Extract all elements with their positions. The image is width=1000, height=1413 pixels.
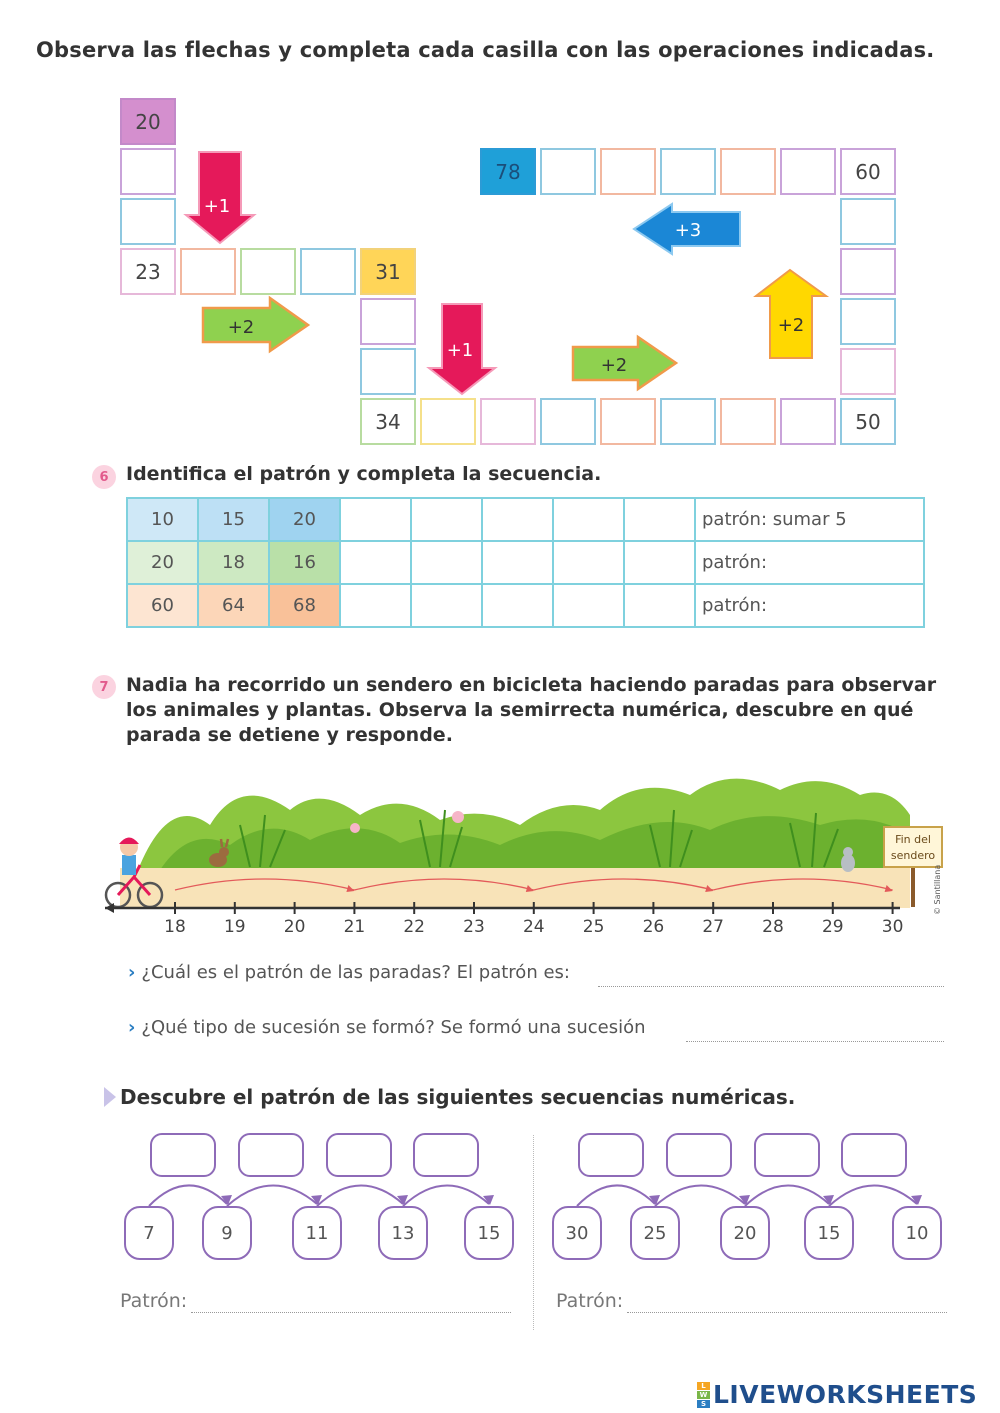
sequence-given-value: 64 [198,584,269,627]
sequence-blank-cell [624,584,695,627]
tick-label: 27 [702,917,724,937]
maze-cell-34: 34 [360,398,416,445]
sequence-answer-input[interactable] [342,587,410,625]
sequence-blank-cell [340,584,411,627]
maze-cell-60: 60 [840,148,896,195]
logo-letter-l: L [697,1382,710,1390]
right-pattern-input[interactable] [627,1288,947,1313]
logo-letter-w: W [697,1391,710,1399]
sequence-number: 20 [720,1206,770,1260]
sequence-given-value: 15 [198,498,269,541]
arrow-down-plus1-b [429,304,495,394]
sequence-arc [149,1185,227,1206]
hop-arrowhead-icon [885,885,893,892]
section6-number: 6 [92,465,116,489]
divider [533,1135,535,1330]
sequence-answer-input[interactable] [626,544,694,582]
arrow-left-plus3 [634,204,740,254]
maze-cell-23: 23 [120,248,176,295]
sequence-blank-cell [340,541,411,584]
tick-label: 29 [821,917,844,937]
sequence-number: 9 [202,1206,252,1260]
flower [350,823,360,833]
sequence-blank-cell [340,498,411,541]
sequence-answer-input[interactable] [626,587,694,625]
left-pattern-input[interactable] [191,1288,511,1313]
sequence-blank-cell [411,541,482,584]
section5-title: Observa las flechas y completa cada casilla con las operaciones indicadas. [36,38,935,62]
arrow-up-plus2 [756,270,826,358]
tick-label: 21 [343,917,366,937]
sequence-answer-input[interactable] [484,501,552,539]
sequence-number: 15 [464,1206,514,1260]
sequence-answer-input[interactable] [555,544,623,582]
sequence-number: 30 [552,1206,602,1260]
logo-letter-s: S [697,1400,710,1408]
sequence-blank-cell [411,584,482,627]
arrow-down-plus1-label: +1 [203,196,231,217]
maze-cell-78: 78 [480,148,536,195]
hop-arrowhead-icon [526,885,534,892]
tick-label: 24 [522,917,545,937]
arrow-right-plus2-a-label: +2 [227,317,255,338]
tick-label: 25 [582,917,605,937]
maze-arrows [0,0,1000,460]
sequence-arrows [0,1170,1000,1215]
logo-icon [697,1382,710,1408]
hop-arrowhead-icon [705,885,713,892]
sequence-table [126,497,925,628]
answer-sequence-type-input[interactable] [686,1017,944,1042]
tick-label: 18 [164,917,186,937]
arrow-right-plus2-a [203,298,308,351]
sequence-answer-input[interactable] [342,501,410,539]
sequence-arc [403,1185,489,1206]
sequence-given-value: 20 [269,498,340,541]
hop-arc [175,879,354,890]
tick-label: 26 [642,917,665,937]
hop-arc [713,879,892,890]
arrow-down-plus1-b-label: +1 [446,340,474,361]
hop-arc [354,879,533,890]
sequence-answer-input[interactable] [484,544,552,582]
question-1-text: ¿Cuál es el patrón de las paradas? El patrón es: [141,962,570,983]
section7-title [126,673,936,748]
section7-title-line2: los animales y plantas. Observa la semirrecta numérica, descubre en qué [126,699,914,721]
sequence-blank-cell [482,541,553,584]
sequence-blank-cell [624,541,695,584]
sequence-blank-cell [553,584,624,627]
question-2 [128,1017,646,1038]
pattern-cell: patrón: [695,584,924,627]
sequence-arc [655,1185,745,1206]
sequence-blank-cell [553,541,624,584]
sequence-given-value: 68 [269,584,340,627]
hop-arc [534,879,713,890]
bullet-flag-icon [104,1087,118,1107]
section8-title: Descubre el patrón de las siguientes secuencias numéricas. [120,1085,796,1109]
arrow-down-plus1 [186,152,254,243]
section6-title: Identifica el patrón y completa la secuencia. [126,463,602,485]
maze-cell-50: 50 [840,398,896,445]
sequence-answer-input[interactable] [484,587,552,625]
sequence-answer-input[interactable] [413,501,481,539]
sequence-answer-input[interactable] [413,544,481,582]
tick-label: 23 [463,917,485,937]
sequence-number: 13 [378,1206,428,1260]
number-line-start-icon [105,903,114,913]
sequence-given-value: 16 [269,541,340,584]
sequence-blank-cell [482,498,553,541]
section7-title-line3: parada se detiene y responde. [126,724,453,746]
sequence-number: 25 [630,1206,680,1260]
arrow-up-plus2-label: +2 [777,315,805,336]
sequence-arc [745,1185,829,1206]
number-line [100,860,920,920]
sequence-row [127,584,924,627]
right-pattern-label: Patrón: [556,1290,624,1312]
pattern-cell: patrón: sumar 5 [695,498,924,541]
credit: © Santillana [933,864,942,915]
flower [452,811,464,823]
sign-line1: Fin del [895,833,931,846]
arrow-right-plus2-b [573,337,676,389]
sequence-answer-input[interactable] [626,501,694,539]
maze-cell-20: 20 [120,98,176,145]
maze-cell-31: 31 [360,248,416,295]
sequence-number: 10 [892,1206,942,1260]
sequence-answer-input[interactable] [413,587,481,625]
sequence-number: 11 [292,1206,342,1260]
sequence-answer-input[interactable] [555,587,623,625]
sequence-row [127,498,924,541]
sequence-given-value: 20 [127,541,198,584]
sequence-answer-input[interactable] [342,544,410,582]
tick-label: 28 [762,917,784,937]
liveworksheets-logo [697,1380,977,1409]
sequence-blank-cell [553,498,624,541]
sequence-blank-cell [482,584,553,627]
left-pattern-label: Patrón: [120,1290,188,1312]
brand-name: LIVEWORKSHEETS [713,1380,978,1409]
sequence-number: 7 [124,1206,174,1260]
sequence-arc [227,1185,317,1206]
arrow-left-plus3-label: +3 [674,220,702,241]
chevron-right-icon: › [128,962,136,983]
sequence-given-value: 60 [127,584,198,627]
sign-line2: sendero [890,849,936,862]
sequence-arc [317,1185,403,1206]
answer-pattern-input[interactable] [598,962,944,987]
sequence-blank-cell [624,498,695,541]
arrow-right-plus2-b-label: +2 [600,355,628,376]
section7-title-line1: Nadia ha recorrido un sendero en bicicleta haciendo paradas para observar [126,674,937,696]
sequence-given-value: 18 [198,541,269,584]
sequence-blank-cell [411,498,482,541]
tick-label: 20 [283,917,306,937]
chevron-right-icon: › [128,1017,136,1038]
tick-label: 30 [881,917,904,937]
pattern-cell: patrón: [695,541,924,584]
hop-arrowhead-icon [346,885,354,892]
sequence-number: 15 [804,1206,854,1260]
sequence-arc [829,1185,917,1206]
section7-number: 7 [92,675,116,699]
sequence-arc [577,1185,655,1206]
sequence-given-value: 10 [127,498,198,541]
sequence-answer-input[interactable] [555,501,623,539]
tick-label: 19 [223,917,246,937]
tick-label: 22 [403,917,425,937]
question-1 [128,962,570,983]
sequence-row [127,541,924,584]
question-2-text: ¿Qué tipo de sucesión se formó? Se formó una sucesión [141,1017,646,1038]
